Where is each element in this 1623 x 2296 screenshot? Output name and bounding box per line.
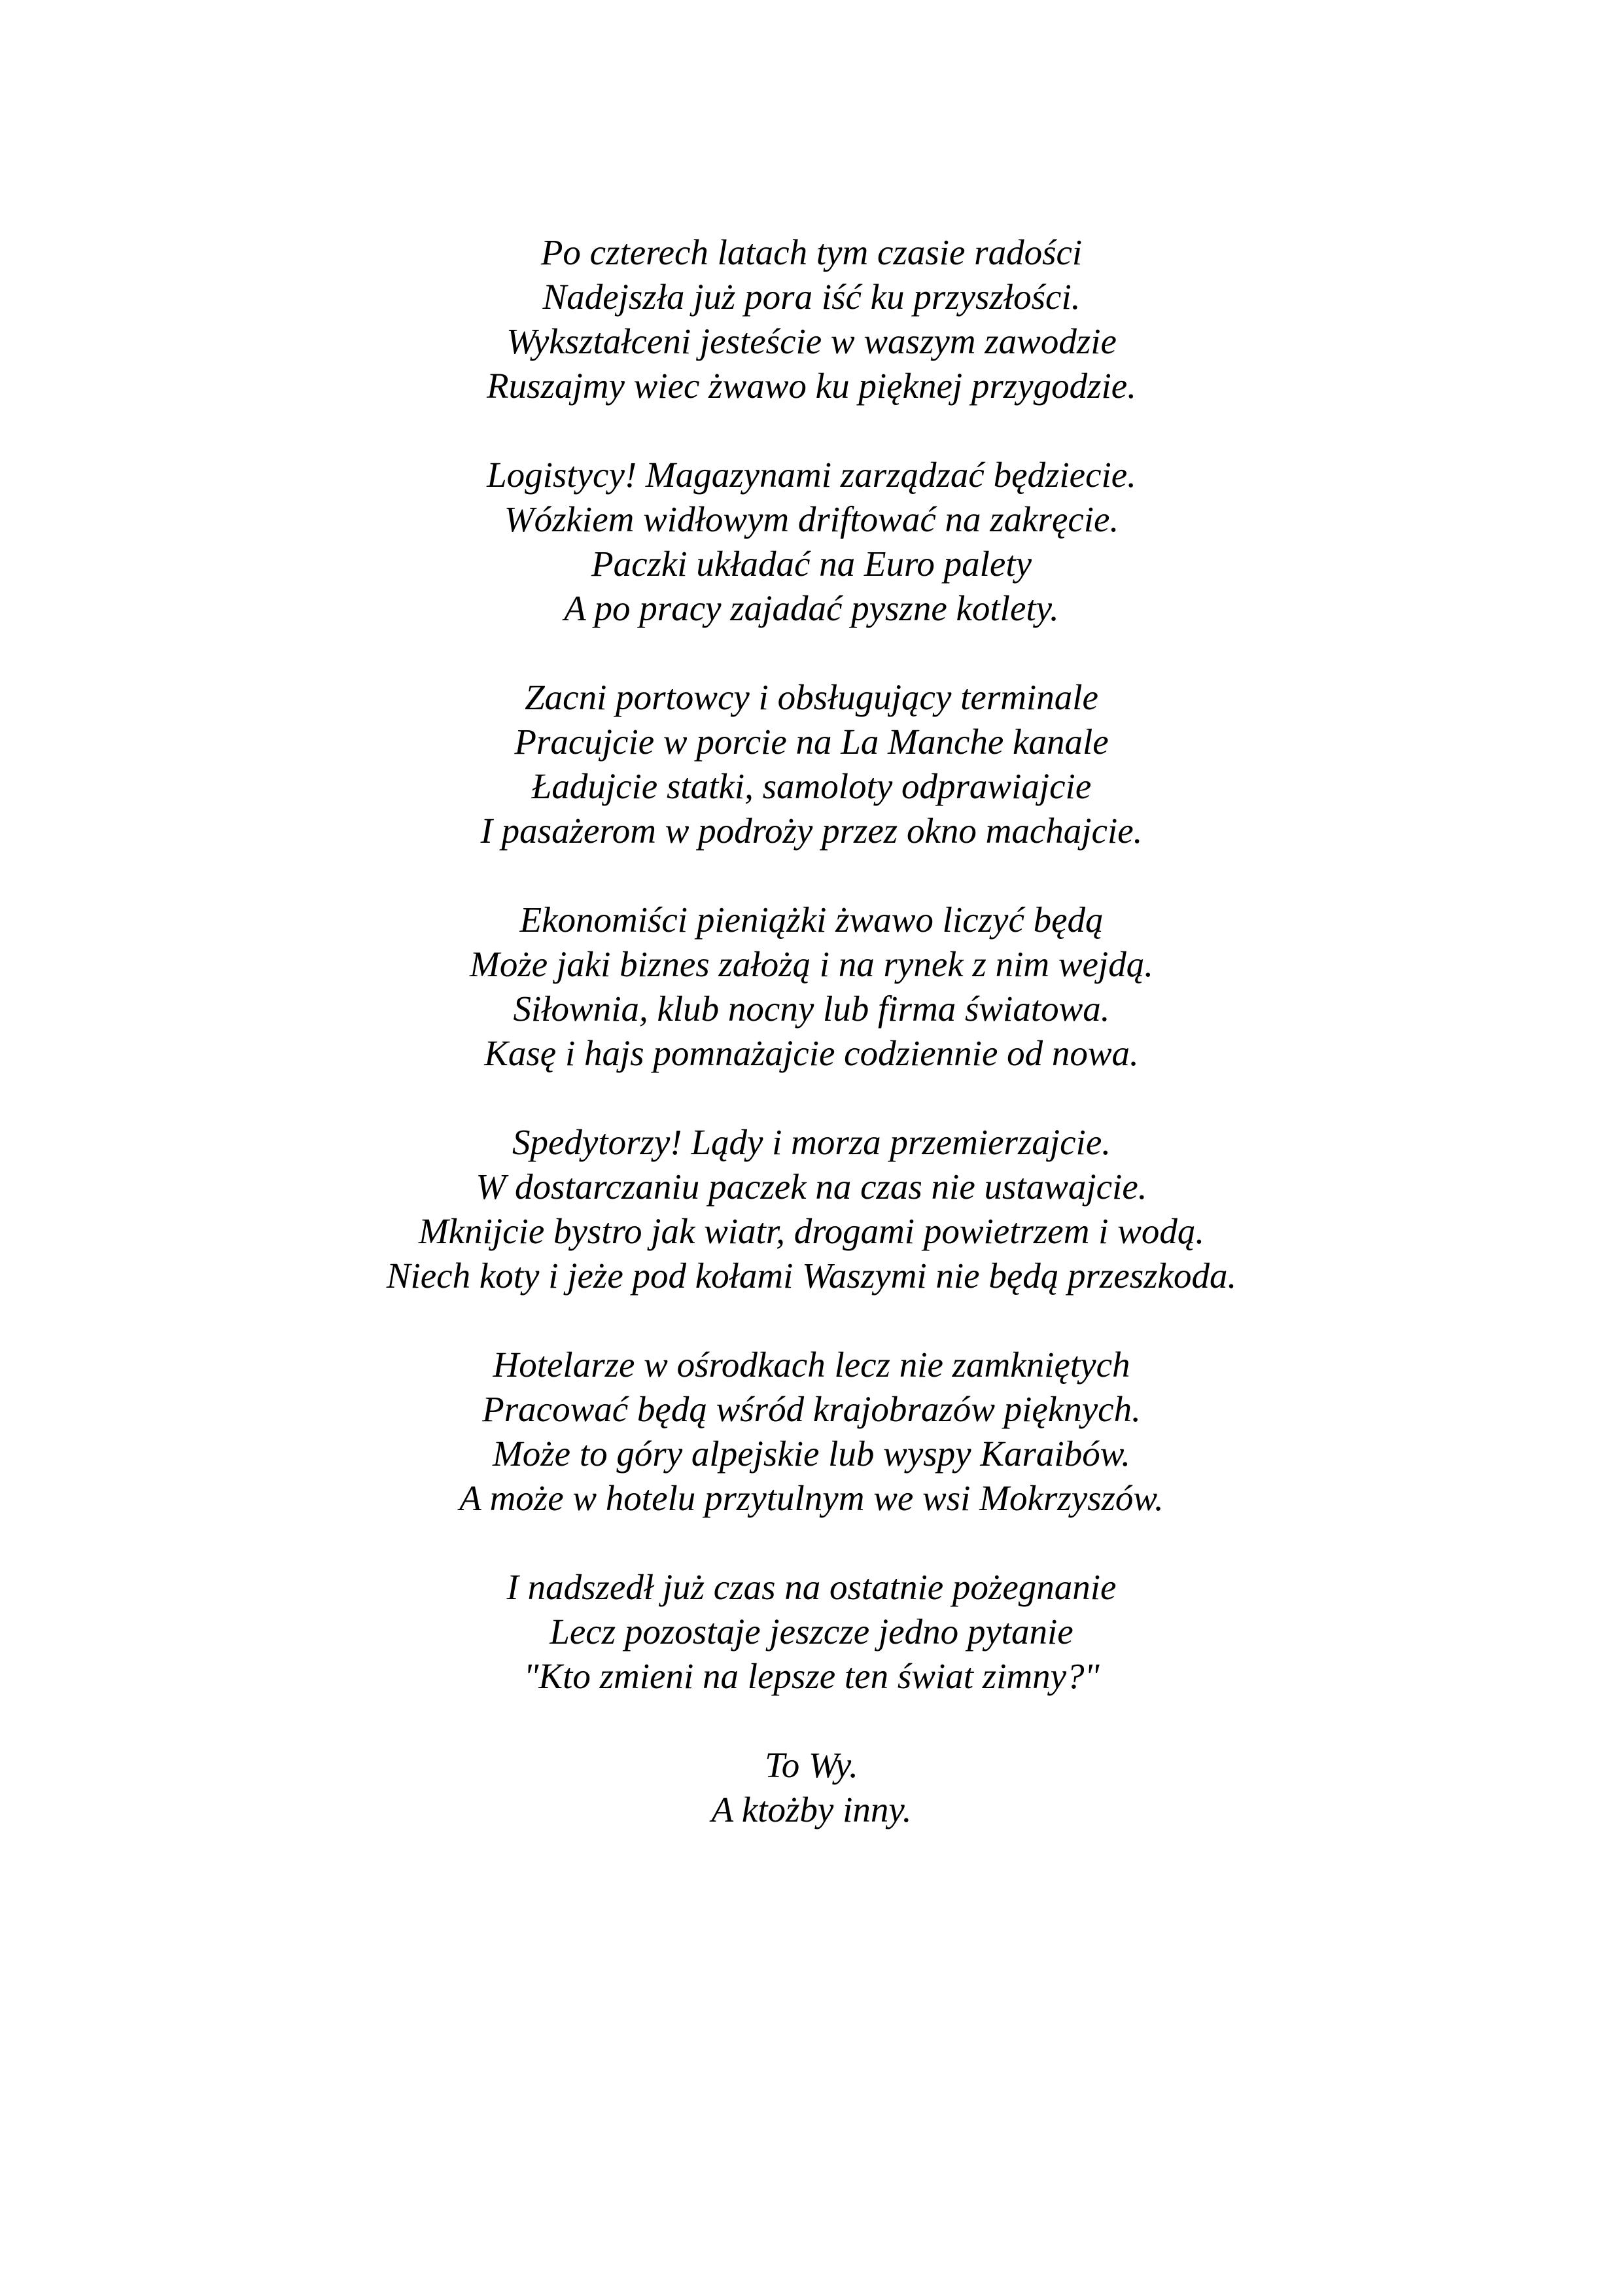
poem-line: Spedytorzy! Lądy i morza przemierzajcie. xyxy=(512,1122,1111,1162)
poem-line: "Kto zmieni na lepsze ten świat zimny?" xyxy=(523,1656,1100,1696)
poem-line: Po czterech latach tym czasie radości xyxy=(540,232,1083,272)
poem-line: A może w hotelu przytulnym we wsi Mokrzyszów. xyxy=(459,1478,1164,1518)
poem-line: Logistycy! Magazynami zarządzać będziecie. xyxy=(487,455,1136,495)
poem-line: To Wy. xyxy=(765,1745,858,1785)
poem-line: Pracować będą wśród krajobrazów pięknych. xyxy=(482,1389,1141,1429)
poem-line: Kasę i hajs pomnażajcie codziennie od nowa. xyxy=(484,1033,1139,1073)
stanza-3 xyxy=(0,675,1623,853)
poem-line: Ekonomiści pieniążki żwawo liczyć będą xyxy=(519,900,1104,940)
poem-line: W dostarczaniu paczek na czas nie ustawajcie. xyxy=(476,1167,1147,1207)
poem-line: Ładujcie statki, samoloty odprawiajcie xyxy=(531,766,1092,806)
poem-line: A ktożby inny. xyxy=(711,1790,912,1829)
poem xyxy=(0,230,1623,1832)
poem-line: Zacni portowcy i obsługujący terminale xyxy=(525,677,1098,717)
poem-line: Może jaki biznes założą i na rynek z nim wejdą. xyxy=(470,944,1153,984)
poem-line: I pasażerom w podroży przez okno machajcie. xyxy=(480,811,1143,851)
stanza-4 xyxy=(0,898,1623,1076)
poem-line: Wózkiem widłowym driftować na zakręcie. xyxy=(504,499,1119,539)
stanza-7 xyxy=(0,1565,1623,1699)
poem-line: Ruszajmy wiec żwawo ku pięknej przygodzie. xyxy=(487,366,1136,406)
stanza-5 xyxy=(0,1120,1623,1298)
poem-line: Wykształceni jesteście w waszym zawodzie xyxy=(506,321,1117,361)
poem-line: Siłownia, klub nocny lub firma światowa. xyxy=(513,989,1110,1029)
poem-line: Może to góry alpejskie lub wyspy Karaibów. xyxy=(492,1434,1131,1474)
poem-line: Nadejszła już pora iść ku przyszłości. xyxy=(542,277,1081,317)
stanza-2 xyxy=(0,453,1623,631)
poem-line: Niech koty i jeże pod kołami Waszymi nie będą przeszkoda. xyxy=(386,1256,1237,1296)
poem-line: Mknijcie bystro jak wiatr, drogami powietrzem i wodą. xyxy=(418,1211,1205,1251)
poem-line: Pracujcie w porcie na La Manche kanale xyxy=(514,722,1109,762)
poem-line: Lecz pozostaje jeszcze jedno pytanie xyxy=(550,1612,1073,1651)
stanza-6 xyxy=(0,1343,1623,1521)
poem-line: A po pracy zajadać pyszne kotlety. xyxy=(564,588,1059,628)
stanza-8 xyxy=(0,1743,1623,1832)
stanza-1 xyxy=(0,230,1623,408)
poem-line: I nadszedł już czas na ostatnie pożegnanie xyxy=(506,1567,1117,1607)
poem-line: Paczki układać na Euro palety xyxy=(591,544,1032,584)
poem-line: Hotelarze w ośrodkach lecz nie zamkniętych xyxy=(493,1345,1130,1385)
